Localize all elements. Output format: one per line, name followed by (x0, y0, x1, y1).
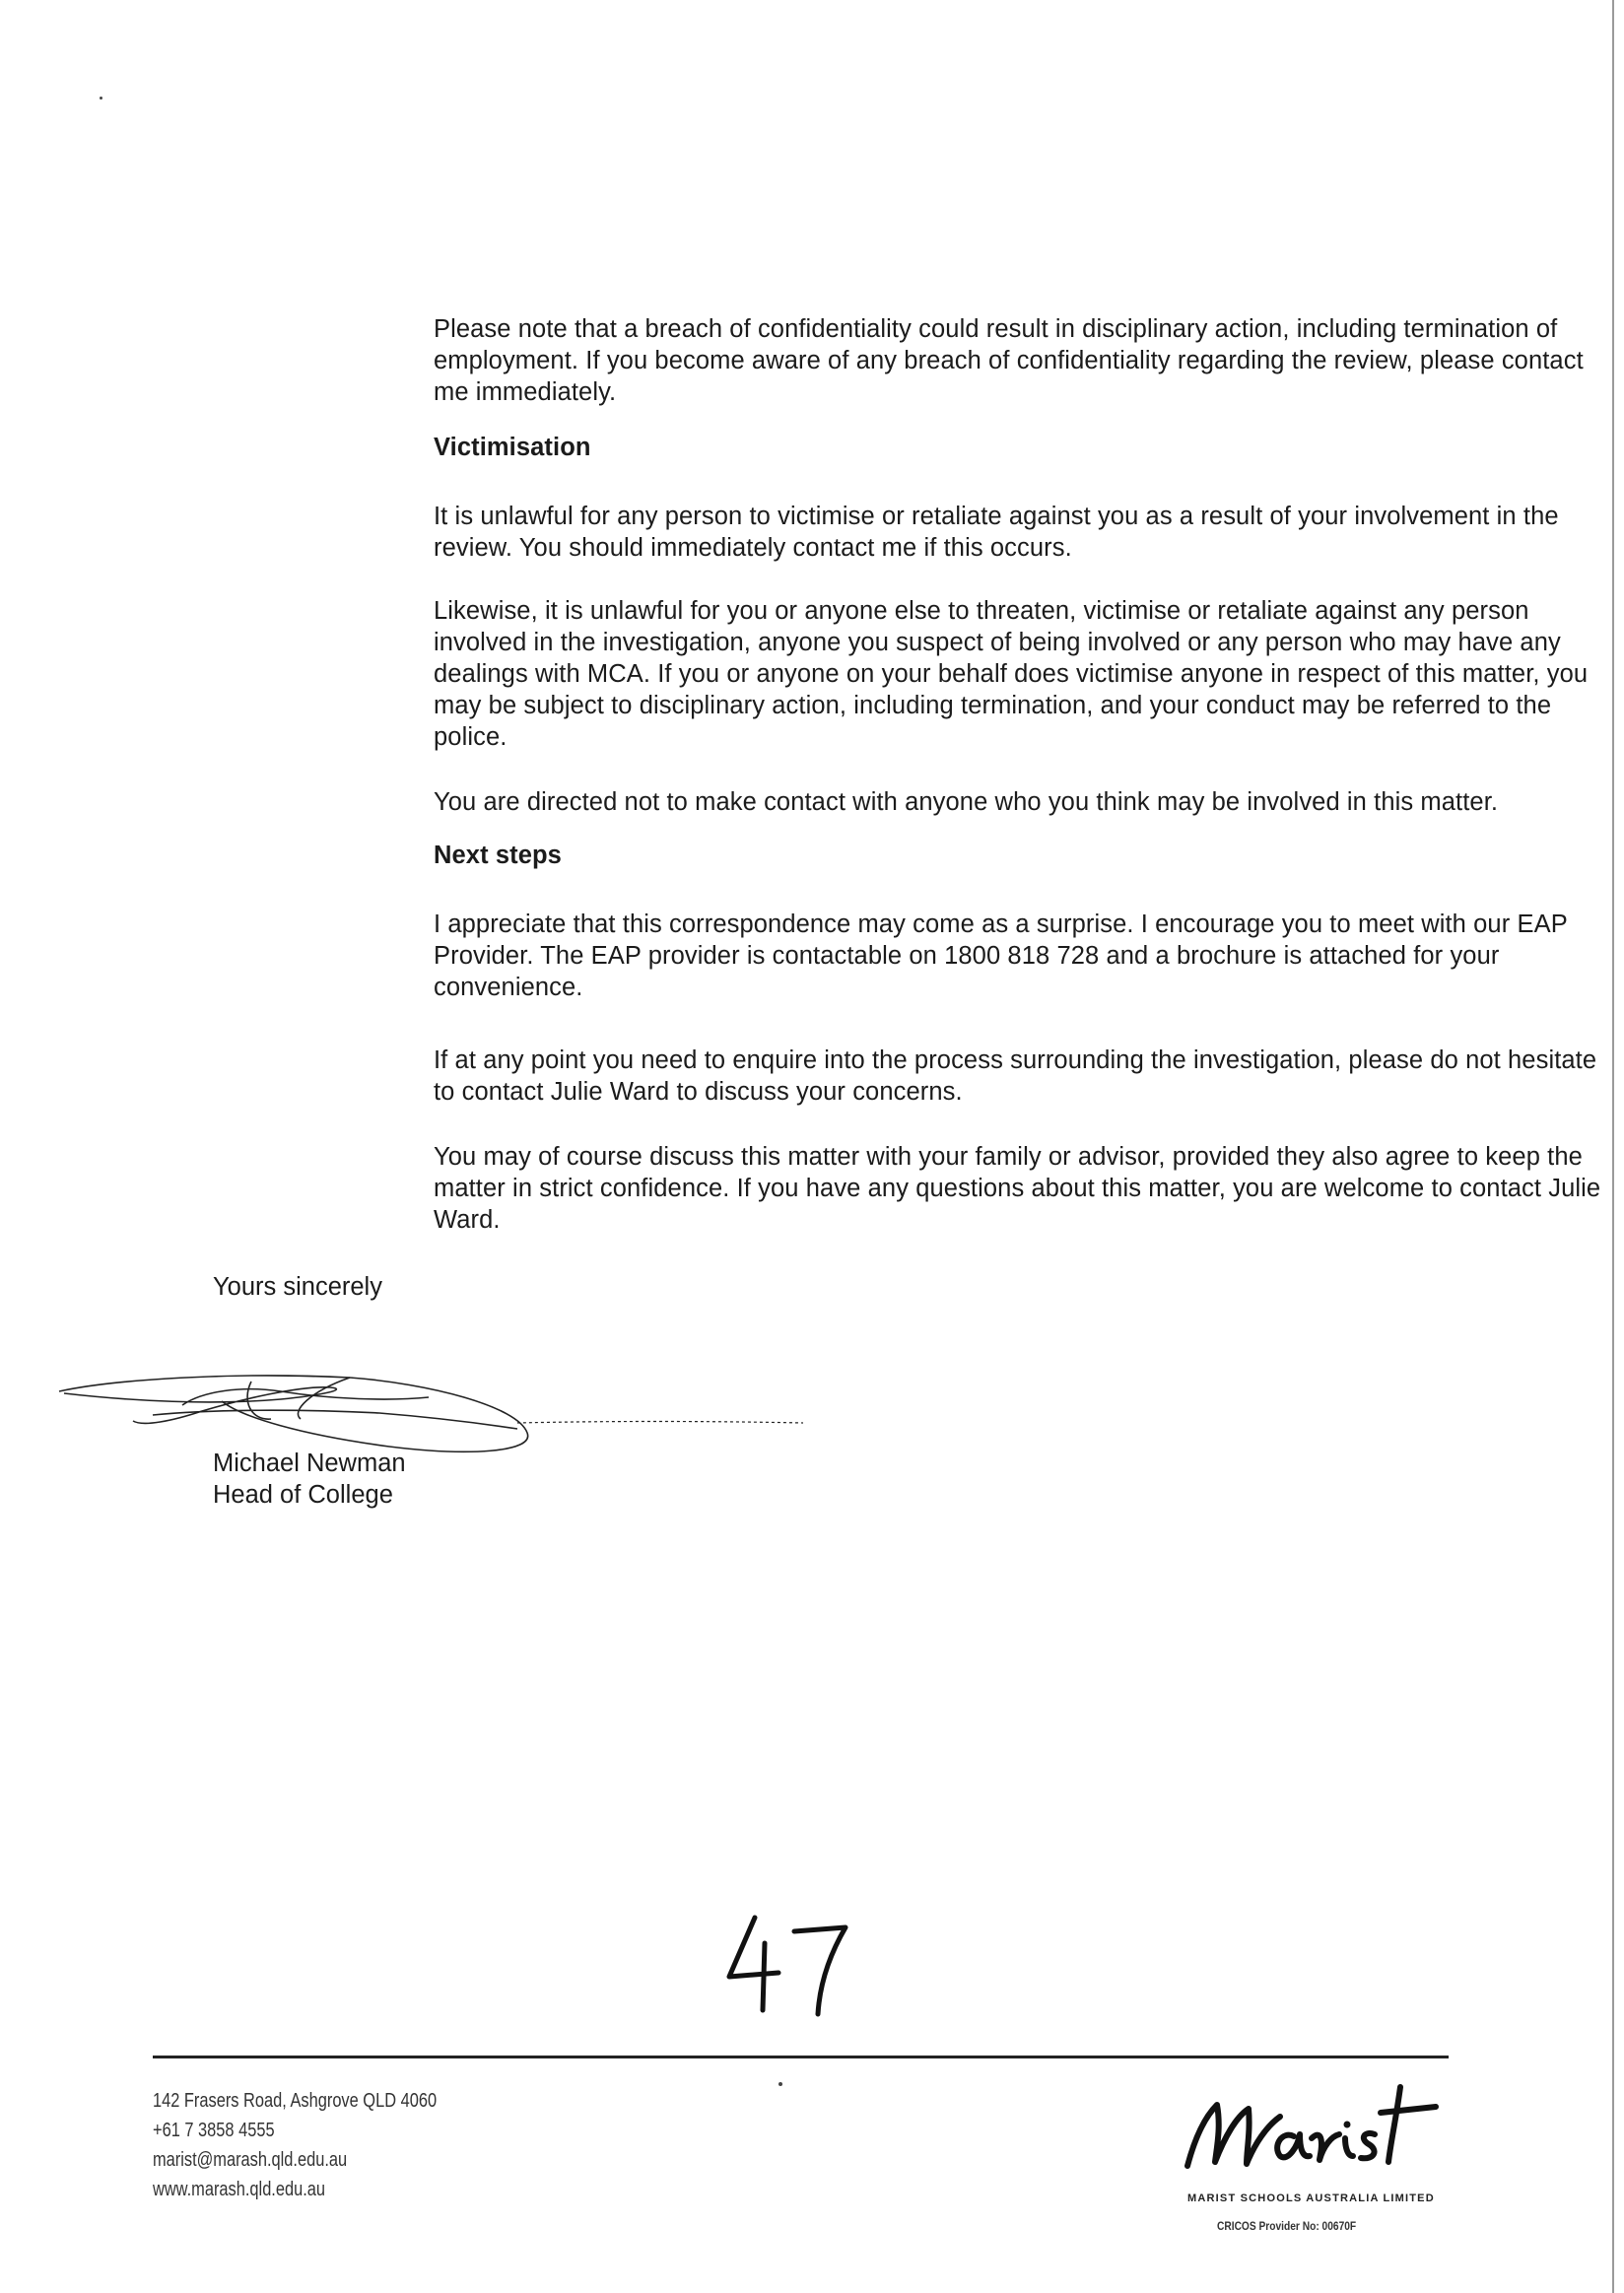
scan-speck (778, 2082, 782, 2086)
marist-logo (1178, 2067, 1454, 2195)
handwritten-page-number (721, 1912, 859, 2020)
paragraph-confidence: You may of course discuss this matter with your family or advisor, provided they also agree to keep the matter in strict confidence. If you have any questions about this matter, you are welcome to contact Julie Ward. (434, 1143, 1601, 1234)
footer-email: marist@marash.qld.edu.au (153, 2149, 348, 2171)
signatory-title: Head of College (213, 1481, 393, 1509)
page-edge-line (1612, 0, 1614, 2293)
paragraph-confidentiality: Please note that a breach of confidentiality could result in disciplinary action, including termination of employment. If you become aware of any breach of confidentiality regarding the review, please contact me immediately. (434, 315, 1584, 406)
paragraph-enquire: If at any point you need to enquire into the process surrounding the investigation, please do not hesitate to contact Julie Ward to discuss your concerns. (434, 1046, 1597, 1106)
signatory-name: Michael Newman (213, 1450, 406, 1477)
footer-contact (153, 2086, 437, 2204)
handwritten-signature (54, 1362, 823, 1460)
logo-subtitle: MARIST SCHOOLS AUSTRALIA LIMITED (1187, 2192, 1435, 2204)
paragraph-no-contact: You are directed not to make contact with anyone who you think may be involved in this matter. (434, 788, 1499, 816)
paragraph-victimisation-likewise: Likewise, it is unlawful for you or anyone else to threaten, victimise or retaliate against any person involved in the investigation, anyone you suspect of being involved or any person who may have any dealings with MCA. If you or anyone on your behalf does victimise anyone in respect of this matter, you may be subject to disciplinary action, including termination, and your conduct may be referred to the police. (434, 597, 1589, 751)
paragraph-victimisation-unlawful: It is unlawful for any person to victimise or retaliate against you as a result of your involvement in the review. You should immediately contact me if this occurs. (434, 503, 1559, 562)
footer-divider (153, 2056, 1449, 2058)
heading-next-steps: Next steps (434, 842, 562, 869)
heading-victimisation: Victimisation (434, 434, 591, 461)
scan-speck (100, 97, 102, 100)
footer-website: www.marash.qld.edu.au (153, 2179, 326, 2200)
cricos-number: CRICOS Provider No: 00670F (1217, 2219, 1357, 2233)
footer-phone: +61 7 3858 4555 (153, 2120, 275, 2141)
footer-address: 142 Frasers Road, Ashgrove QLD 4060 (153, 2090, 438, 2112)
closing-salutation: Yours sincerely (213, 1273, 382, 1301)
paragraph-eap: I appreciate that this correspondence may come as a surprise. I encourage you to meet with our EAP Provider. The EAP provider is contactable on 1800 818 728 and a brochure is attached for your convenience. (434, 910, 1568, 1001)
